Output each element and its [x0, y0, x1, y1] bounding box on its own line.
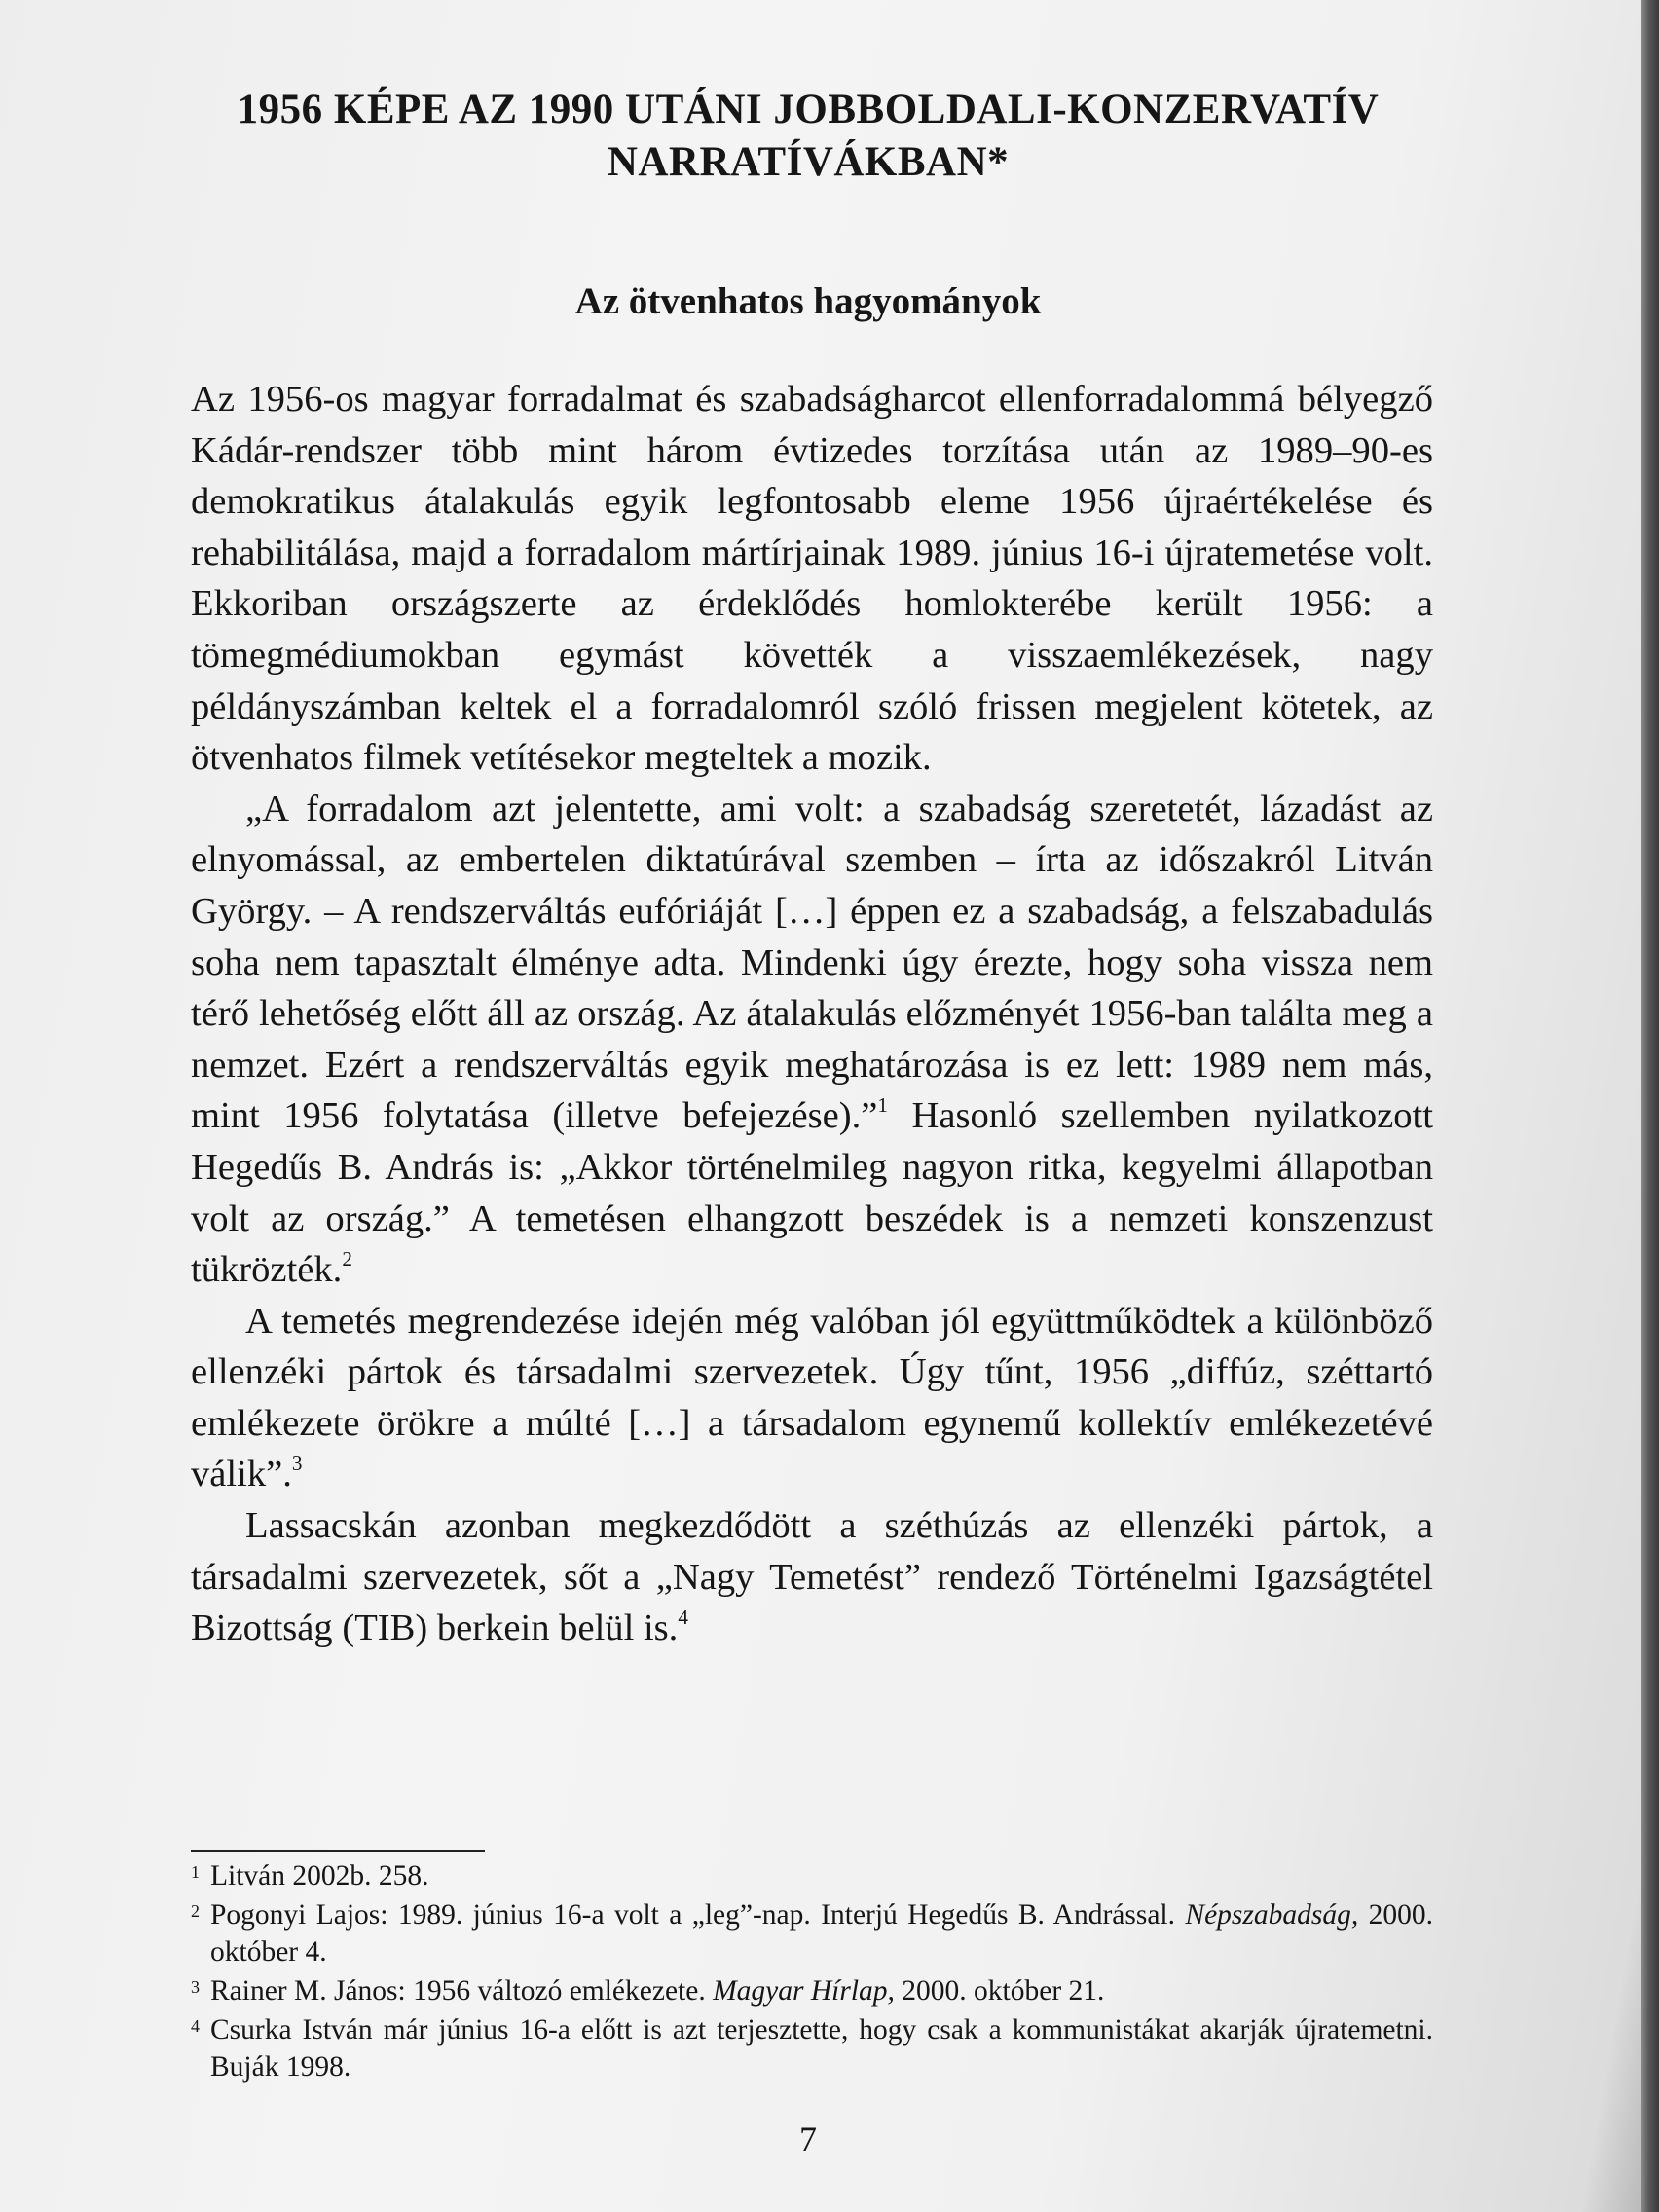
paragraph-4-text: Lassacskán azonban megkezdődött a széthúzás az ellenzéki pártok, a társadalmi szervezetek, sőt a „Nagy Temetést” rendező Történelmi Igazságtétel Bizottság (TIB) berkein belül is. [191, 1505, 1433, 1649]
footnote-3 [191, 1972, 1433, 2009]
paragraph-2-text: Hasonló szellemben nyilatkozott Hegedűs B. András is: „Akkor történelmileg nagyon ritka, kegyelmi állapotban volt az ország.” A temetésen elhangzott beszédek is a nemzeti konszenzust tükrözték. [191, 1095, 1433, 1291]
footnotes [191, 1858, 1433, 2087]
footnote-4 [191, 2011, 1433, 2085]
footnote-ref-2[interactable]: 2 [342, 1247, 352, 1272]
footnote-number: 1 [191, 1862, 200, 1882]
footnote-text: Litván 2002b. 258. [210, 1861, 429, 1892]
footnote-ref-4[interactable]: 4 [678, 1605, 688, 1630]
footnote-3-text-a: Rainer M. János: 1956 változó emlékezete. [210, 1975, 714, 2007]
footnote-number: 4 [191, 2016, 200, 2036]
footnote-3-text-b: 2000. október 21. [894, 1975, 1105, 2007]
footnote-divider [191, 1850, 485, 1852]
paragraph-1-text: Az 1956-os magyar forradalmat és szabadságharcot ellenforradalommá bélyegző Kádár-rendszer több mint három évtizedes torzítása után az 1989–90-es demokratikus átalakulás egyik legfontosabb eleme 1956 újraértékelése és rehabilitálása, majd a forradalom mártírjainak 1989. június 16-i újratemetése volt. Ekkoriban országszerte az érdeklődés homlokterébe került 1956: a tömegmédiumokban egymást követték a visszaemlékezések, nagy példányszámban keltek el a forradalomról szóló frissen megjelent kötetek, az ötvenhatos filmek vetítésekor megteltek a mozik. [191, 379, 1433, 779]
page-edge [1641, 0, 1659, 2212]
footnote-text [210, 1972, 1433, 2009]
footnote-3-source: Magyar Hírlap, [713, 1975, 895, 2007]
chapter-title [156, 84, 1460, 189]
section-heading: Az ötvenhatos hagyományok [574, 280, 1042, 322]
footnote-2-source: Népszabadság, [1185, 1899, 1359, 1931]
footnote-number: 2 [191, 1901, 200, 1921]
paragraph-4 [191, 1500, 1433, 1654]
paragraph-2 [191, 784, 1433, 1296]
page-number: 7 [799, 2120, 817, 2158]
footnote-text [210, 1897, 1433, 1971]
chapter-title-line-2: NARRATÍVÁKBAN* [607, 139, 1010, 185]
paragraph-3-text: A temetés megrendezése idején még valóban jól együttműködtek a különböző ellenzéki pártok és társadalmi szervezetek. Úgy tűnt, 1956 „diffúz, széttartó emlékezete örökre a múlté […] a társadalom egynemű kollektív emlékezetévé válik”. [191, 1300, 1433, 1495]
paragraph-2-quote: „A forradalom azt jelentette, ami volt: a szabadság szeretetét, lázadást az elnyomással, az embertelen diktatúrával szemben – írta az időszakról Litván György. – A rendszerváltás eufóriáját […] éppen ez a szabadság, a felszabadulás soha nem tapasztalt élménye adta. Mindenki úgy érezte, hogy soha vissza nem térő lehetőség előtt áll az ország. Az átalakulás előzményét 1956-ban találta meg a nemzet. Ezért a rendszerváltás egyik meghatározása is ez lett: 1989 nem más, mint 1956 folytatása (illetve befejezése).” [191, 788, 1433, 1137]
paragraph-1 [191, 374, 1433, 784]
footnote-ref-3[interactable]: 3 [291, 1452, 303, 1476]
footnote-2-text-b: 2000. október 4. [210, 1899, 1434, 1968]
footnote-2-text-a: Pogonyi Lajos: 1989. június 16-a volt a „leg”-nap. Interjú Hegedűs B. Andrással. [210, 1899, 1186, 1931]
body-text [191, 374, 1433, 1654]
chapter-title-line-1: 1956 KÉPE AZ 1990 UTÁNI JOBBOLDALI-KONZERVATÍV [237, 87, 1380, 132]
footnote-1 [191, 1858, 1433, 1895]
footnote-2 [191, 1897, 1433, 1971]
paragraph-3 [191, 1296, 1433, 1500]
footnote-text: Csurka István már június 16-a előtt is azt terjesztette, hogy csak a kommunistákat akarják újratemetni. Buják 1998. [210, 2014, 1433, 2083]
footnote-ref-1[interactable]: 1 [877, 1093, 889, 1118]
footnote-number: 3 [191, 1977, 200, 1997]
